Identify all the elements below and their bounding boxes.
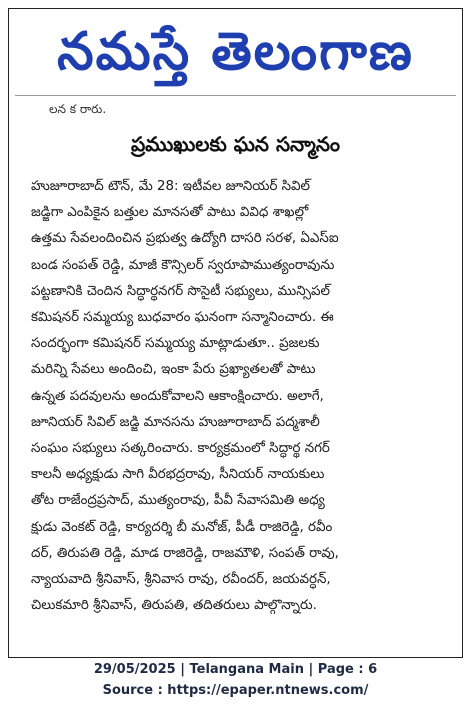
source-link[interactable]: Source : https://epaper.ntnews.com/: [102, 683, 369, 698]
masthead-divider: [15, 95, 456, 96]
article-line: చిలుకమారి శ్రీనివాస్, తిరుపతి, తదితరులు పాల్గొన్నారు.: [31, 598, 317, 614]
article-line: న్యాయవాది శ్రీనివాస్, శ్రీనివాస రావు, రవీందర్, జయవర్ధన్,: [31, 572, 331, 588]
article-line: దర్, తిరుపతి రెడ్డి, మాడ రాజిరెడ్డి, రాజమౌళి, సంపత్ రావు,: [31, 545, 339, 561]
article-line: ఉన్నత పదవులను అందుకోవాలని ఆకాంక్షించారు. అలాగే,: [31, 388, 324, 404]
article-line: జడ్జిగా ఎంపికైన బత్తుల మానసతో పాటు వివిధ శాఖల్లో: [31, 205, 309, 221]
article-line: హుజూరాబాద్ టౌన్, మే 28: ఇటీవల జూనియర్ సివిల్: [31, 179, 311, 194]
publication-info: 29/05/2025 | Telangana Main | Page : 6: [93, 662, 378, 677]
article-body: [31, 174, 446, 619]
article-line: సందర్భంగా కమిషనర్ సమ్మయ్య మాట్లాడుతూ.. ప్రజలకు: [31, 336, 320, 352]
newspaper-masthead-logo: నమస్తే తెలంగాణ: [57, 22, 414, 82]
cut-off-text: లన క రారు.: [49, 102, 107, 116]
article-line: బండ సంపత్ రెడ్డి, మాజీ కౌన్సిలర్ స్వరూపాముత్యంరావును: [31, 257, 335, 273]
article-line: జూనియర్ సివిల్ జడ్జి మానసను హుజూరాబాద్ పద్మశాలీ: [31, 414, 320, 430]
article-headline: ప్రముఖులకు ఘన సన్మానం: [130, 132, 341, 156]
article-line: మరిన్ని సేవలు అందించి, ఇంకా పేరు ప్రఖ్యాతలతో పాటు: [31, 362, 316, 378]
article-line: కమిషనర్ సమ్మయ్య బుధవారం ఘనంగా సన్మానించారు. ఈ: [31, 310, 334, 326]
clipping-frame: [8, 8, 463, 658]
article-line: పట్టణానికి చెందిన సిద్ధార్థనగర్ సొసైటీ సభ్యులు, మున్సిపల్: [31, 283, 331, 299]
article-line: క్షుడు వెంకట్ రెడ్డి, కార్యదర్శి బీ మనోజ్, పీడీ రాజిరెడ్డి, రవీం: [31, 519, 333, 535]
article-line: ఉత్తమ సేవలందించిన ప్రభుత్వ ఉద్యోగి దాసరి సరళ, ఏఎస్ఐ: [31, 231, 339, 247]
article-line: తోట రాజేంద్రప్రసాద్, ముత్యంరావు, పీవీ సేవాసమితి అధ్య: [31, 493, 325, 509]
article-line: కాలనీ అధ్యక్షుడు సాగి వీరభద్రరావు, సీనియర్ నాయకులు: [31, 467, 325, 483]
article-line: సంఘం సభ్యులు సత్కరించారు. కార్యక్రమంలో సిద్ధార్థ నగర్: [31, 441, 330, 457]
